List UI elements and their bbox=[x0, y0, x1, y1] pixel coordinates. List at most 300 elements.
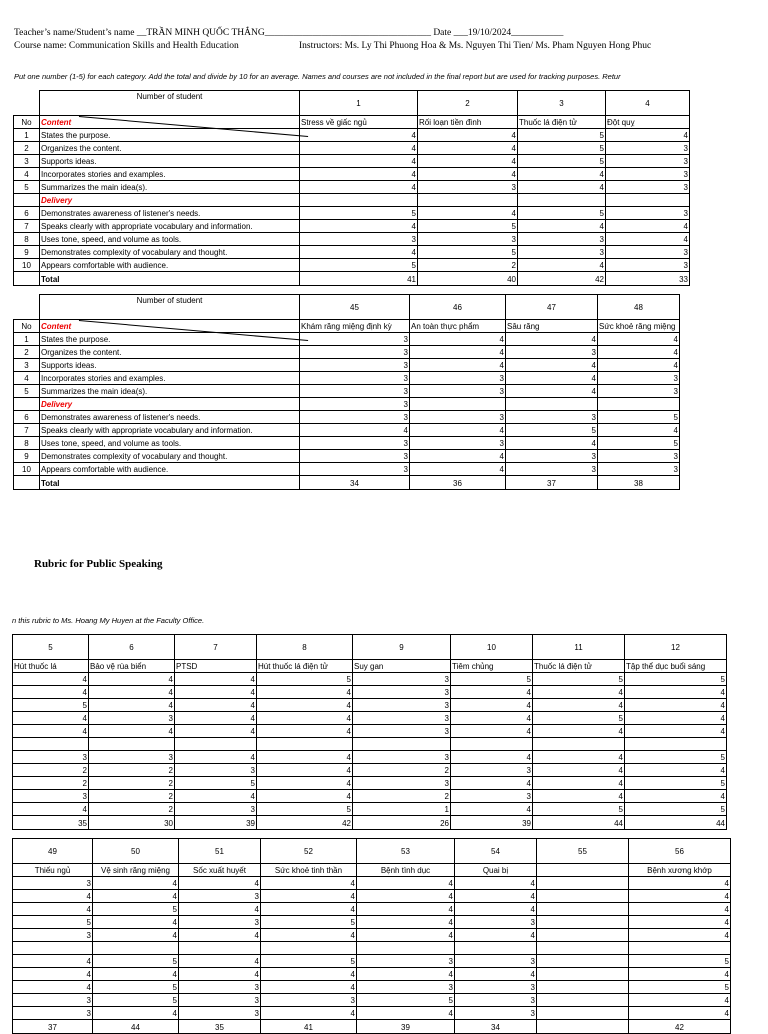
score-cell: 3 bbox=[357, 981, 455, 994]
score-cell: 3 bbox=[353, 686, 451, 699]
score-cell: 4 bbox=[257, 777, 353, 790]
criterion-text: Demonstrates awareness of listener's needs. bbox=[40, 411, 300, 424]
student-topic: Sốc xuất huyết bbox=[179, 864, 261, 877]
score-cell: 3 bbox=[300, 333, 410, 346]
score-cell: 3 bbox=[598, 463, 680, 476]
criterion-number: 5 bbox=[14, 181, 40, 194]
score-cell: 4 bbox=[13, 686, 89, 699]
blank-cell bbox=[14, 476, 40, 490]
student-number: 54 bbox=[455, 839, 537, 864]
student-topic: Suy gan bbox=[353, 660, 451, 673]
total-cell: 39 bbox=[357, 1020, 455, 1034]
score-cell: 2 bbox=[353, 764, 451, 777]
score-cell: 4 bbox=[506, 372, 598, 385]
score-cell: 4 bbox=[13, 803, 89, 816]
score-cell bbox=[537, 994, 629, 1007]
criterion-number: 3 bbox=[14, 155, 40, 168]
score-cell: 4 bbox=[451, 803, 533, 816]
score-cell: 4 bbox=[93, 968, 179, 981]
score-cell bbox=[606, 194, 690, 207]
score-cell: 4 bbox=[93, 1007, 179, 1020]
score-cell: 3 bbox=[179, 916, 261, 929]
criterion-number: 1 bbox=[14, 333, 40, 346]
total-cell: 37 bbox=[13, 1020, 93, 1034]
score-cell: 3 bbox=[606, 155, 690, 168]
score-cell: 5 bbox=[629, 981, 731, 994]
score-cell: 4 bbox=[261, 929, 357, 942]
score-cell: 5 bbox=[598, 437, 680, 450]
score-cell: 4 bbox=[175, 790, 257, 803]
score-cell: 4 bbox=[175, 699, 257, 712]
student-topic: Tiêm chủng bbox=[451, 660, 533, 673]
criterion-number: 10 bbox=[14, 259, 40, 272]
score-cell: 4 bbox=[598, 359, 680, 372]
student-topic bbox=[537, 864, 629, 877]
blank-cell bbox=[14, 194, 40, 207]
score-cell: 3 bbox=[179, 981, 261, 994]
score-cell: 4 bbox=[300, 142, 418, 155]
score-cell: 4 bbox=[455, 877, 537, 890]
score-cell: 4 bbox=[455, 929, 537, 942]
total-cell: 34 bbox=[300, 476, 410, 490]
student-topic: PTSD bbox=[175, 660, 257, 673]
student-number: 2 bbox=[418, 91, 518, 116]
score-cell: 3 bbox=[418, 181, 518, 194]
score-cell: 4 bbox=[93, 929, 179, 942]
score-cell: 5 bbox=[175, 777, 257, 790]
total-cell: 39 bbox=[175, 816, 257, 830]
score-cell bbox=[537, 968, 629, 981]
score-cell bbox=[357, 942, 455, 955]
score-cell bbox=[300, 194, 418, 207]
score-cell: 5 bbox=[261, 955, 357, 968]
student-number: 3 bbox=[518, 91, 606, 116]
score-cell bbox=[537, 916, 629, 929]
total-cell: 44 bbox=[93, 1020, 179, 1034]
score-cell bbox=[537, 942, 629, 955]
score-cell: 4 bbox=[175, 686, 257, 699]
criterion-number: 6 bbox=[14, 411, 40, 424]
score-cell: 3 bbox=[300, 359, 410, 372]
header-instructors: Instructors: Ms. Ly Thi Phuong Hoa & Ms. Nguyen Thi Tien/ Ms. Pham Nguyen Hong Phuc bbox=[299, 41, 652, 51]
score-cell: 3 bbox=[179, 994, 261, 1007]
score-cell: 4 bbox=[418, 207, 518, 220]
score-cell: 3 bbox=[506, 411, 598, 424]
score-cell: 4 bbox=[533, 725, 625, 738]
criterion-text: States the purpose. bbox=[40, 129, 300, 142]
score-cell: 4 bbox=[300, 424, 410, 437]
score-cell: 4 bbox=[13, 712, 89, 725]
score-cell: 4 bbox=[410, 333, 506, 346]
student-number: 50 bbox=[93, 839, 179, 864]
criterion-text: Incorporates stories and examples. bbox=[40, 168, 300, 181]
student-number: 48 bbox=[598, 295, 680, 320]
score-cell bbox=[451, 738, 533, 751]
student-number: 47 bbox=[506, 295, 598, 320]
score-cell: 4 bbox=[261, 890, 357, 903]
score-cell: 4 bbox=[93, 890, 179, 903]
score-cell: 3 bbox=[455, 955, 537, 968]
score-cell: 3 bbox=[506, 450, 598, 463]
score-cell: 3 bbox=[410, 411, 506, 424]
score-cell: 3 bbox=[175, 803, 257, 816]
delivery-section-label: Delivery bbox=[40, 398, 300, 411]
score-cell: 4 bbox=[629, 903, 731, 916]
score-cell: 3 bbox=[300, 372, 410, 385]
score-cell: 5 bbox=[13, 699, 89, 712]
score-cell: 4 bbox=[606, 220, 690, 233]
score-cell: 4 bbox=[179, 877, 261, 890]
score-cell bbox=[598, 398, 680, 411]
score-cell: 4 bbox=[357, 968, 455, 981]
score-cell bbox=[537, 890, 629, 903]
score-cell: 4 bbox=[455, 903, 537, 916]
score-cell: 3 bbox=[606, 207, 690, 220]
total-cell: 35 bbox=[13, 816, 89, 830]
score-cell: 4 bbox=[261, 903, 357, 916]
score-cell: 3 bbox=[353, 751, 451, 764]
score-cell: 4 bbox=[606, 129, 690, 142]
criterion-text: Appears comfortable with audience. bbox=[40, 463, 300, 476]
number-of-student-label: Number of student bbox=[40, 295, 300, 320]
score-cell: 4 bbox=[533, 686, 625, 699]
score-cell: 4 bbox=[261, 968, 357, 981]
score-cell: 5 bbox=[625, 751, 727, 764]
criterion-text: Speaks clearly with appropriate vocabulary and information. bbox=[40, 424, 300, 437]
score-cell: 4 bbox=[518, 168, 606, 181]
score-cell: 4 bbox=[598, 424, 680, 437]
score-cell: 5 bbox=[257, 803, 353, 816]
score-cell: 4 bbox=[629, 916, 731, 929]
header-course-name: Course name: Communication Skills and Health Education bbox=[14, 41, 239, 51]
no-header: No bbox=[14, 320, 40, 333]
student-number: 49 bbox=[13, 839, 93, 864]
score-cell: 2 bbox=[89, 803, 175, 816]
student-number: 7 bbox=[175, 635, 257, 660]
criterion-text: Summarizes the main idea(s). bbox=[40, 385, 300, 398]
criterion-number: 6 bbox=[14, 207, 40, 220]
score-cell: 5 bbox=[418, 246, 518, 259]
criterion-number: 5 bbox=[14, 385, 40, 398]
score-cell bbox=[13, 738, 89, 751]
score-cell bbox=[179, 942, 261, 955]
score-cell: 3 bbox=[300, 385, 410, 398]
student-topic: Thuốc lá điện tử bbox=[518, 116, 606, 129]
total-cell: 33 bbox=[606, 272, 690, 286]
criterion-text: Organizes the content. bbox=[40, 142, 300, 155]
score-cell: 3 bbox=[261, 994, 357, 1007]
total-cell: 35 bbox=[179, 1020, 261, 1034]
header-blank-cell bbox=[14, 295, 40, 320]
criterion-number: 3 bbox=[14, 359, 40, 372]
score-cell: 4 bbox=[179, 903, 261, 916]
score-cell: 4 bbox=[300, 168, 418, 181]
score-cell: 4 bbox=[533, 751, 625, 764]
number-of-student-label: Number of student bbox=[40, 91, 300, 116]
score-cell: 3 bbox=[353, 699, 451, 712]
score-cell: 4 bbox=[518, 220, 606, 233]
criterion-number: 7 bbox=[14, 424, 40, 437]
score-cell: 3 bbox=[300, 463, 410, 476]
score-cell bbox=[537, 1007, 629, 1020]
score-cell: 4 bbox=[518, 181, 606, 194]
instructions-text: Put one number (1-5) for each category. Add the total and divide by 10 for an average. Names and courses are not included in the final report but are used for tracking purposes. Retur bbox=[14, 72, 621, 81]
score-cell bbox=[537, 877, 629, 890]
score-cell: 3 bbox=[518, 233, 606, 246]
criterion-number: 7 bbox=[14, 220, 40, 233]
criterion-number: 2 bbox=[14, 346, 40, 359]
score-cell: 4 bbox=[451, 686, 533, 699]
score-cell bbox=[625, 738, 727, 751]
criterion-number: 8 bbox=[14, 437, 40, 450]
criterion-text: Speaks clearly with appropriate vocabulary and information. bbox=[40, 220, 300, 233]
criterion-number: 9 bbox=[14, 450, 40, 463]
score-cell: 3 bbox=[455, 916, 537, 929]
criterion-text: States the purpose. bbox=[40, 333, 300, 346]
student-topic: An toàn thực phẩm bbox=[410, 320, 506, 333]
score-cell: 4 bbox=[257, 790, 353, 803]
score-cell: 4 bbox=[606, 233, 690, 246]
score-cell: 3 bbox=[179, 1007, 261, 1020]
rubric-table-tableC bbox=[12, 634, 727, 830]
score-cell: 4 bbox=[506, 333, 598, 346]
score-cell: 4 bbox=[418, 142, 518, 155]
score-cell: 4 bbox=[300, 155, 418, 168]
total-cell: 38 bbox=[598, 476, 680, 490]
student-number: 4 bbox=[606, 91, 690, 116]
score-cell: 4 bbox=[93, 877, 179, 890]
score-cell: 5 bbox=[261, 916, 357, 929]
score-cell bbox=[175, 738, 257, 751]
score-cell: 5 bbox=[629, 955, 731, 968]
score-cell: 2 bbox=[89, 764, 175, 777]
score-cell: 4 bbox=[418, 168, 518, 181]
total-cell: 41 bbox=[300, 272, 418, 286]
score-cell: 4 bbox=[410, 450, 506, 463]
score-cell: 4 bbox=[357, 916, 455, 929]
score-cell: 4 bbox=[357, 903, 455, 916]
score-cell: 3 bbox=[506, 463, 598, 476]
student-topic: Sức khoẻ tinh thần bbox=[261, 864, 357, 877]
criterion-text: Demonstrates complexity of vocabulary and thought. bbox=[40, 450, 300, 463]
score-cell: 3 bbox=[606, 142, 690, 155]
score-cell: 5 bbox=[533, 712, 625, 725]
student-number: 10 bbox=[451, 635, 533, 660]
score-cell: 4 bbox=[13, 981, 93, 994]
score-cell bbox=[89, 738, 175, 751]
score-cell: 4 bbox=[13, 890, 93, 903]
criterion-text: Uses tone, speed, and volume as tools. bbox=[40, 233, 300, 246]
score-cell bbox=[353, 738, 451, 751]
score-cell bbox=[506, 398, 598, 411]
score-cell: 4 bbox=[357, 877, 455, 890]
score-cell: 3 bbox=[598, 385, 680, 398]
total-cell: 30 bbox=[89, 816, 175, 830]
criterion-text: Organizes the content. bbox=[40, 346, 300, 359]
score-cell: 4 bbox=[257, 699, 353, 712]
score-cell: 4 bbox=[629, 877, 731, 890]
score-cell: 3 bbox=[13, 1007, 93, 1020]
score-cell: 5 bbox=[598, 411, 680, 424]
header-blank-cell bbox=[14, 91, 40, 116]
score-cell: 5 bbox=[533, 803, 625, 816]
total-cell: 42 bbox=[257, 816, 353, 830]
score-cell: 5 bbox=[625, 673, 727, 686]
score-cell: 3 bbox=[300, 346, 410, 359]
score-cell: 3 bbox=[410, 437, 506, 450]
score-cell: 5 bbox=[93, 981, 179, 994]
student-number: 52 bbox=[261, 839, 357, 864]
score-cell: 4 bbox=[357, 929, 455, 942]
instructions-continued: n this rubric to Ms. Hoang My Huyen at the Faculty Office. bbox=[12, 616, 205, 625]
score-cell: 5 bbox=[300, 259, 418, 272]
score-cell: 4 bbox=[506, 359, 598, 372]
score-cell: 3 bbox=[353, 673, 451, 686]
score-cell: 3 bbox=[13, 751, 89, 764]
score-cell: 5 bbox=[451, 673, 533, 686]
criterion-text: Demonstrates awareness of listener's needs. bbox=[40, 207, 300, 220]
score-cell: 4 bbox=[257, 686, 353, 699]
score-cell: 3 bbox=[13, 929, 93, 942]
score-cell: 4 bbox=[455, 890, 537, 903]
score-cell: 3 bbox=[89, 712, 175, 725]
criterion-number: 10 bbox=[14, 463, 40, 476]
score-cell: 3 bbox=[451, 790, 533, 803]
score-cell: 3 bbox=[598, 372, 680, 385]
score-cell bbox=[537, 903, 629, 916]
score-cell: 3 bbox=[13, 877, 93, 890]
student-topic: Đột quỵ bbox=[606, 116, 690, 129]
score-cell: 4 bbox=[179, 968, 261, 981]
score-cell: 5 bbox=[518, 155, 606, 168]
score-cell: 3 bbox=[179, 890, 261, 903]
score-cell: 3 bbox=[13, 790, 89, 803]
score-cell bbox=[261, 942, 357, 955]
criterion-number: 4 bbox=[14, 168, 40, 181]
criterion-number: 4 bbox=[14, 372, 40, 385]
score-cell: 4 bbox=[533, 790, 625, 803]
score-cell: 4 bbox=[451, 777, 533, 790]
score-cell: 4 bbox=[506, 385, 598, 398]
student-topic: Bệnh xương khớp bbox=[629, 864, 731, 877]
score-cell: 5 bbox=[518, 142, 606, 155]
score-cell bbox=[93, 942, 179, 955]
score-cell bbox=[13, 942, 93, 955]
criterion-number: 2 bbox=[14, 142, 40, 155]
criterion-text: Uses tone, speed, and volume as tools. bbox=[40, 437, 300, 450]
score-cell: 4 bbox=[625, 699, 727, 712]
score-cell: 4 bbox=[410, 359, 506, 372]
score-cell: 4 bbox=[261, 1007, 357, 1020]
score-cell: 5 bbox=[93, 955, 179, 968]
score-cell: 4 bbox=[629, 929, 731, 942]
student-number: 11 bbox=[533, 635, 625, 660]
score-cell: 3 bbox=[418, 233, 518, 246]
score-cell: 5 bbox=[93, 994, 179, 1007]
total-cell: 42 bbox=[518, 272, 606, 286]
rubric-table-tableD bbox=[12, 838, 731, 1034]
score-cell: 4 bbox=[300, 246, 418, 259]
score-cell: 3 bbox=[410, 385, 506, 398]
criterion-number: 8 bbox=[14, 233, 40, 246]
student-number: 12 bbox=[625, 635, 727, 660]
student-topic: Hút thuốc lá điện tử bbox=[257, 660, 353, 673]
total-cell: 37 bbox=[506, 476, 598, 490]
score-cell: 5 bbox=[93, 903, 179, 916]
rubric-title: Rubric for Public Speaking bbox=[34, 558, 163, 570]
score-cell bbox=[629, 942, 731, 955]
header-name-date-line: Teacher’s name/Student’s name __TRẦN MINH QUỐC THẮNG___________________________________ Date ___19/10/2024___________ bbox=[14, 28, 564, 38]
score-cell: 3 bbox=[606, 181, 690, 194]
student-topic: Tập thể dục buổi sáng bbox=[625, 660, 727, 673]
score-cell: 3 bbox=[606, 259, 690, 272]
score-cell bbox=[257, 738, 353, 751]
score-cell: 4 bbox=[518, 259, 606, 272]
score-cell: 4 bbox=[257, 751, 353, 764]
student-number: 45 bbox=[300, 295, 410, 320]
score-cell: 4 bbox=[13, 903, 93, 916]
score-cell: 4 bbox=[357, 1007, 455, 1020]
score-cell: 5 bbox=[300, 207, 418, 220]
student-topic: Stress về giấc ngủ bbox=[300, 116, 418, 129]
student-topic: Sâu răng bbox=[506, 320, 598, 333]
blank-cell bbox=[14, 398, 40, 411]
student-topic: Khám răng miệng định kỳ bbox=[300, 320, 410, 333]
student-number: 46 bbox=[410, 295, 506, 320]
score-cell: 4 bbox=[300, 181, 418, 194]
score-cell: 5 bbox=[418, 220, 518, 233]
score-cell: 4 bbox=[257, 764, 353, 777]
score-cell: 3 bbox=[455, 981, 537, 994]
student-topic: Thiếu ngủ bbox=[13, 864, 93, 877]
criterion-number: 1 bbox=[14, 129, 40, 142]
score-cell: 4 bbox=[257, 712, 353, 725]
score-cell: 3 bbox=[353, 725, 451, 738]
total-cell: 44 bbox=[625, 816, 727, 830]
score-cell: 3 bbox=[506, 346, 598, 359]
score-cell: 4 bbox=[418, 129, 518, 142]
total-cell: 42 bbox=[629, 1020, 731, 1034]
score-cell: 3 bbox=[598, 450, 680, 463]
score-cell: 4 bbox=[625, 712, 727, 725]
score-cell: 3 bbox=[300, 437, 410, 450]
score-cell: 5 bbox=[625, 777, 727, 790]
content-section-label: Content bbox=[40, 116, 300, 129]
student-number: 56 bbox=[629, 839, 731, 864]
score-cell: 4 bbox=[533, 699, 625, 712]
score-cell: 3 bbox=[89, 751, 175, 764]
score-cell: 3 bbox=[175, 764, 257, 777]
score-cell: 5 bbox=[13, 916, 93, 929]
student-topic: Bệnh tình dục bbox=[357, 864, 455, 877]
score-cell: 4 bbox=[410, 463, 506, 476]
score-cell: 4 bbox=[175, 673, 257, 686]
total-cell bbox=[537, 1020, 629, 1034]
score-cell: 4 bbox=[13, 955, 93, 968]
student-number: 51 bbox=[179, 839, 261, 864]
student-topic: Rối loạn tiền đình bbox=[418, 116, 518, 129]
score-cell: 4 bbox=[13, 968, 93, 981]
delivery-section-label: Delivery bbox=[40, 194, 300, 207]
score-cell: 4 bbox=[13, 673, 89, 686]
criterion-text: Demonstrates complexity of vocabulary and thought. bbox=[40, 246, 300, 259]
score-cell: 4 bbox=[300, 129, 418, 142]
score-cell: 3 bbox=[455, 994, 537, 1007]
score-cell: 4 bbox=[598, 346, 680, 359]
criterion-text: Incorporates stories and examples. bbox=[40, 372, 300, 385]
score-cell bbox=[455, 942, 537, 955]
score-cell: 4 bbox=[261, 981, 357, 994]
